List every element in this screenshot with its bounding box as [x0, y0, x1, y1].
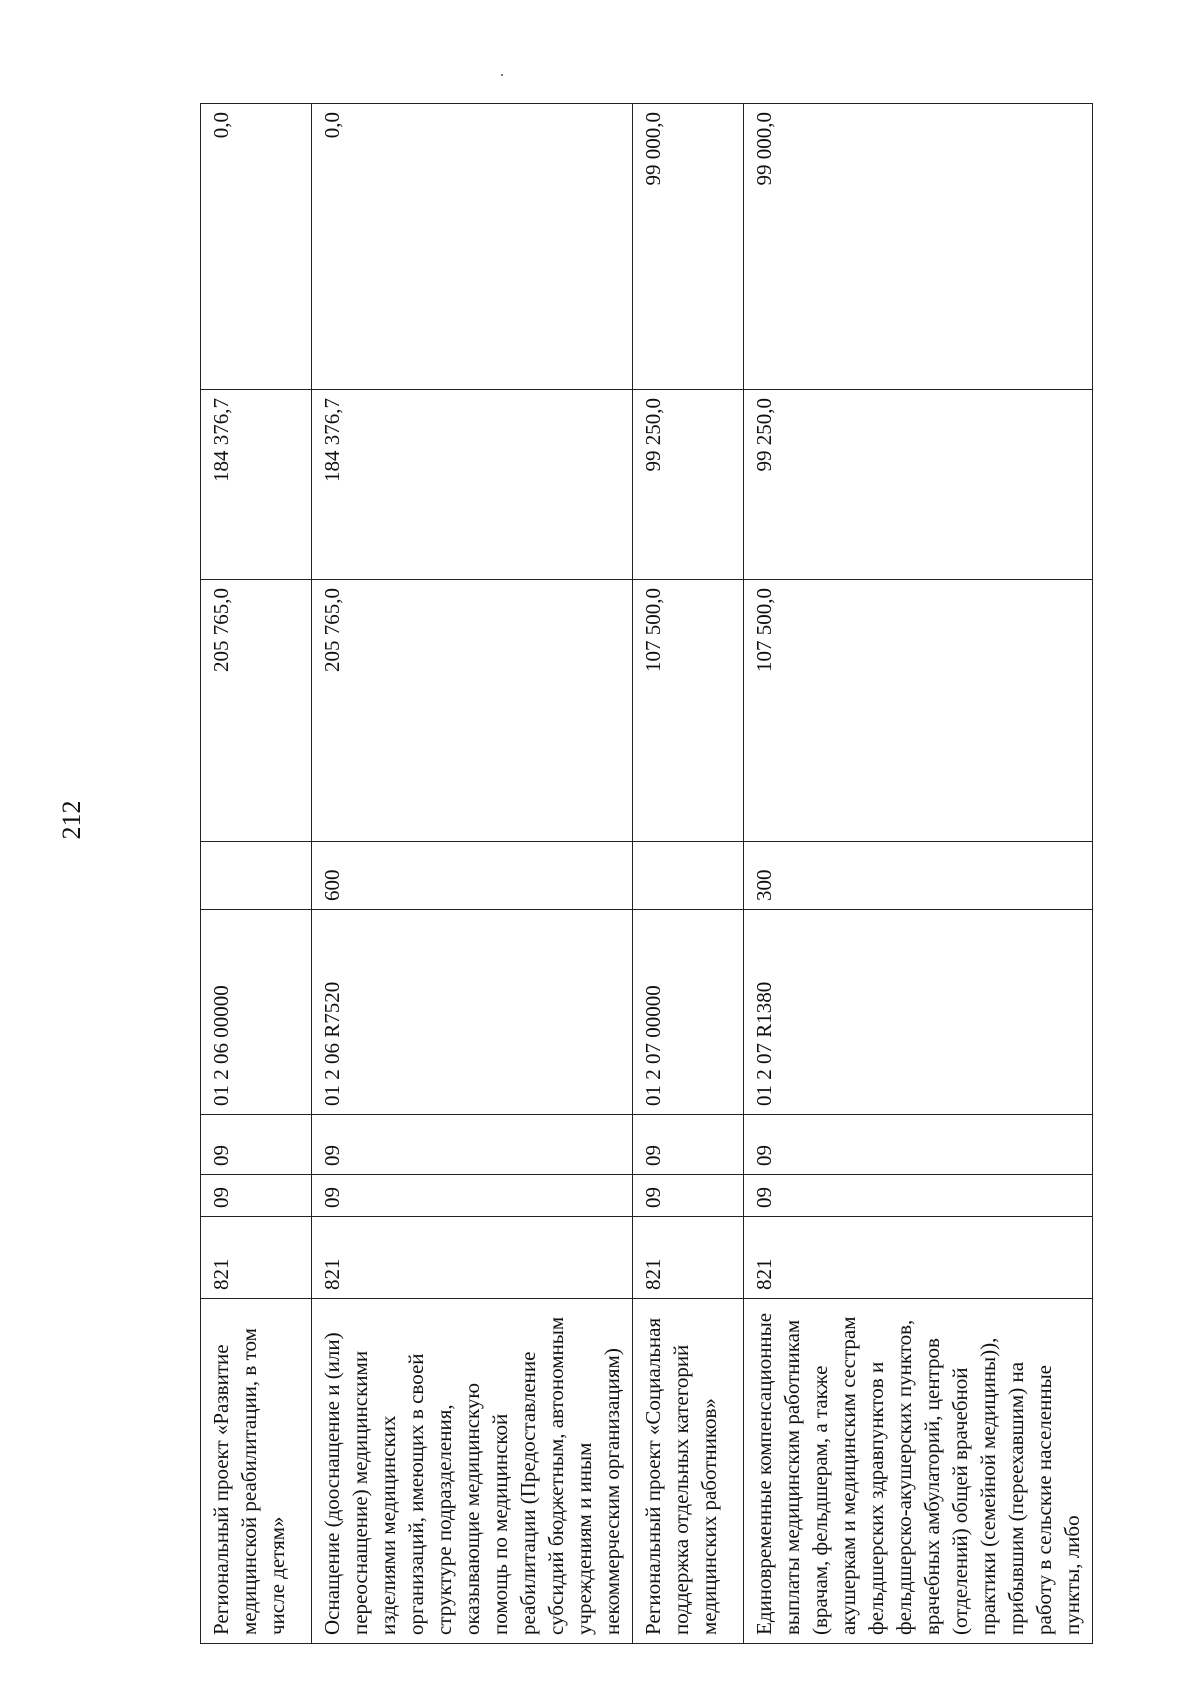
table-row [744, 104, 1093, 1644]
table-row [633, 104, 744, 1644]
cell-vr: 300 [744, 842, 1093, 910]
cell-vr: 600 [312, 842, 633, 910]
cell-rz: 09 [744, 1175, 1093, 1217]
cell-pr: 09 [744, 1115, 1093, 1175]
cell-csr: 01 2 07 00000 [633, 910, 744, 1115]
cell-sum-1: 107 500,0 [633, 580, 744, 842]
budget-table-rotated [200, 104, 1084, 1644]
cell-rz: 09 [312, 1175, 633, 1217]
page-number: 212 [57, 800, 86, 840]
cell-name: Региональный проект «Развитие медицинской реабилитации, в том числе детям» [201, 1299, 312, 1644]
stray-mark [501, 74, 503, 76]
cell-pr: 09 [312, 1115, 633, 1175]
cell-name: Региональный проект «Социальная поддержка отдельных категорий медицинских работников» [633, 1299, 744, 1644]
cell-sum-1: 107 500,0 [744, 580, 1093, 842]
cell-sum-2: 99 250,0 [744, 390, 1093, 580]
cell-name: Оснащение (дооснащение и (или) переоснащение) медицинскими изделиями медицинских организаций, имеющих в своей структуре подразделения, оказывающие медицинскую помощь по медицинской реабилитации (Предоставление субсидий бюджетным, автономным учреждениям и иным некоммерческим организациям) [312, 1299, 633, 1644]
cell-vr [633, 842, 744, 910]
cell-sum-1: 205 765,0 [312, 580, 633, 842]
cell-sum-2: 184 376,7 [312, 390, 633, 580]
cell-sum-2: 99 250,0 [633, 390, 744, 580]
cell-grbs: 821 [744, 1217, 1093, 1299]
cell-sum-1: 205 765,0 [201, 580, 312, 842]
cell-grbs: 821 [201, 1217, 312, 1299]
cell-sum-3: 0,0 [201, 104, 312, 390]
cell-sum-3: 0,0 [312, 104, 633, 390]
cell-rz: 09 [633, 1175, 744, 1217]
cell-grbs: 821 [633, 1217, 744, 1299]
cell-csr: 01 2 06 00000 [201, 910, 312, 1115]
cell-pr: 09 [633, 1115, 744, 1175]
table-row [201, 104, 312, 1644]
cell-rz: 09 [201, 1175, 312, 1217]
cell-csr: 01 2 07 R1380 [744, 910, 1093, 1115]
cell-pr: 09 [201, 1115, 312, 1175]
cell-grbs: 821 [312, 1217, 633, 1299]
cell-sum-3: 99 000,0 [633, 104, 744, 390]
cell-name: Единовременные компенсационные выплаты медицинским работникам (врачам, фельдшерам, а также акушеркам и медицинским сестрам фельдшерских здравпунктов и фельдшерско-акушерских пунктов, врачебных амбулаторий, центров (отделений) общей врачебной практики (семейной медицины)), прибывшим (переехавшим) на работу в сельские населенные пункты, либо [744, 1299, 1093, 1644]
cell-sum-2: 184 376,7 [201, 390, 312, 580]
cell-sum-3: 99 000,0 [744, 104, 1093, 390]
budget-table [200, 103, 1093, 1644]
table-row [312, 104, 633, 1644]
cell-vr [201, 842, 312, 910]
cell-csr: 01 2 06 R7520 [312, 910, 633, 1115]
